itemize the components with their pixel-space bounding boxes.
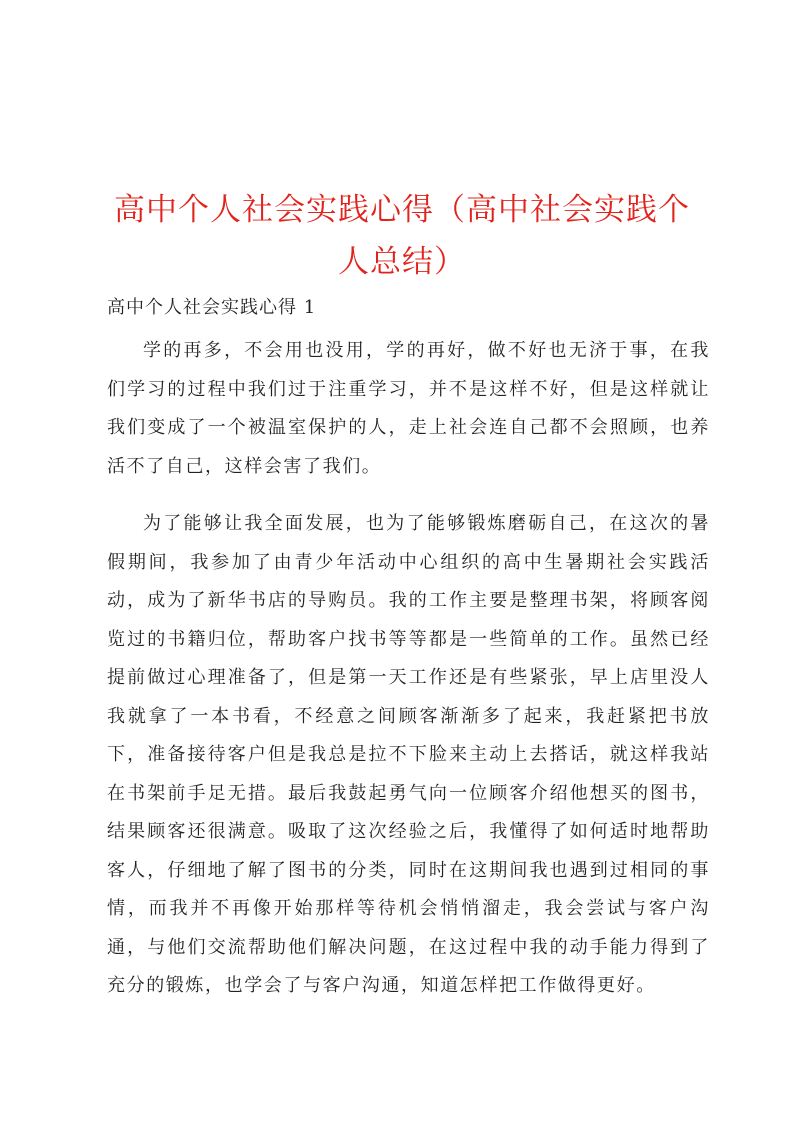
- paragraph-1: 学的再多，不会用也没用，学的再好，做不好也无济于事，在我们学习的过程中我们过于注重学习，并不是这样不好，但是这样就让我们变成了一个被温室保护的人，走上社会连自己都不会照顾，也养活不了自己，这样会害了我们。: [107, 340, 710, 477]
- paragraph-2: 为了能够让我全面发展，也为了能够锻炼磨砺自己，在这次的暑假期间，我参加了由青少年活动中心组织的高中生暑期社会实践活动，成为了新华书店的导购员。我的工作主要是整理书架，将顾客阅览过的书籍归位，帮助客户找书等等都是一些简单的工作。虽然已经提前做过心理准备了，但是第一天工作还是有些紧张，早上店里没人我就拿了一本书看，不经意之间顾客渐渐多了起来，我赶紧把书放下，准备接待客户但是我总是拉不下脸来主动上去搭话，就这样我站在书架前手足无措。最后我鼓起勇气向一位顾客介绍他想买的图书，结果顾客还很满意。吸取了这次经验之后，我懂得了如何适时地帮助客人，仔细地了解了图书的分类，同时在这期间我也遇到过相同的事情，而我并不再像开始那样等待机会悄悄溜走，我会尝试与客户沟通，与他们交流帮助他们解决问题，在这过程中我的动手能力得到了充分的锻炼，也学会了与客户沟通，知道怎样把工作做得更好。: [107, 513, 710, 996]
- document-body: [107, 332, 710, 1025]
- document-title: 高中个人社会实践心得（高中社会实践个人总结）: [114, 191, 690, 280]
- section-heading: 高中个人社会实践心得 1: [107, 297, 317, 318]
